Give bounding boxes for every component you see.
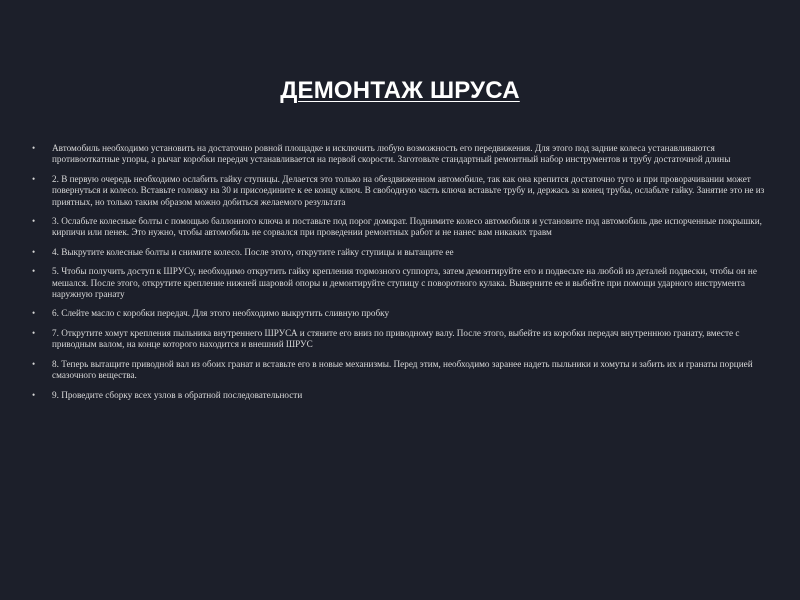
list-item-text: 4. Выкрутите колесные болты и снимите колесо. После этого, открутите гайку ступицы и вытащите ее [52,246,454,257]
list-item [30,328,770,351]
bullet-icon: • [32,216,36,227]
list-item [30,143,770,166]
steps-list [30,143,770,409]
bullet-icon: • [32,143,36,153]
bullet-icon: • [32,358,36,369]
slide-title: ДЕМОНТАЖ ШРУСА [280,77,520,104]
list-item [30,247,770,258]
list-item [30,359,770,382]
bullet-icon: • [32,266,36,277]
list-item [30,266,770,300]
list-item-text: 5. Чтобы получить доступ к ШРУСу, необходимо открутить гайку крепления тормозного суппорта, затем демонтируйте его и подвесьте на любой из деталей подвески, чтобы он не мешался. После этого, открутите крепление нижней шаровой опоры и демонтируйте ступицу с поворотного кулака. Выверните ее и выбейте при помощи ударного инструмента наружную гранату [52,266,757,300]
bullet-icon: • [32,389,36,400]
list-item-text: 6. Слейте масло с коробки передач. Для этого необходимо выкрутить сливную пробку [52,308,390,319]
list-item-text: 8. Теперь вытащите приводной вал из обоих гранат и вставьте его в новые механизмы. Перед этим, необходимо заранее надеть пыльники и хомуты и забить их и гранаты порцией смазочного вещества. [52,358,753,381]
bullet-icon: • [32,173,36,184]
list-item-text: Автомобиль необходимо установить на достаточно ровной площадке и исключить любую возможность его передвижения. Для этого под задние колеса устанавливаются противооткатные упоры, а рычаг коробки передач устанавливается на первой скорости. Заготовьте стандартный ремонтный набор инструментов и трубу достаточной длины [52,143,731,165]
bullet-icon: • [32,246,36,257]
list-item-text: 9. Проведите сборку всех узлов в обратной последовательности [52,389,303,400]
list-item [30,308,770,319]
bullet-icon: • [32,308,36,319]
list-item [30,390,770,401]
list-item-text: 7. Открутите хомут крепления пыльника внутреннего ШРУСА и стяните его вниз по приводному валу. После этого, выбейте из коробки передач внутреннюю гранату, вместе с приводным валом, на конце которого находится и внешний ШРУС [52,327,740,350]
list-item [30,174,770,208]
list-item-text: 3. Ослабьте колесные болты с помощью баллонного ключа и поставьте под порог домкрат. Поднимите колесо автомобиля и установите под автомобиль две испорченные покрышки, кирпичи или пенек. Это нужно, чтобы автомобиль не сорвался при проведении ремонтных работ и не нанес вам никаких травм [52,216,762,238]
list-item-text: 2. В первую очередь необходимо ослабить гайку ступицы. Делается это только на обездвиженном автомобиле, так как она крепится достаточно туго и при проворачивании может повернуться и колесо. Вставьте головку на 30 и присоедините к ее концу ключ. В свободную часть ключа вставьте трубу и, держась за конец трубы, ослабьте гайку. Занятие это не из приятных, но только таким образом можно добиться желаемого результата [52,173,765,207]
list-item [30,216,770,239]
bullet-icon: • [32,327,36,338]
